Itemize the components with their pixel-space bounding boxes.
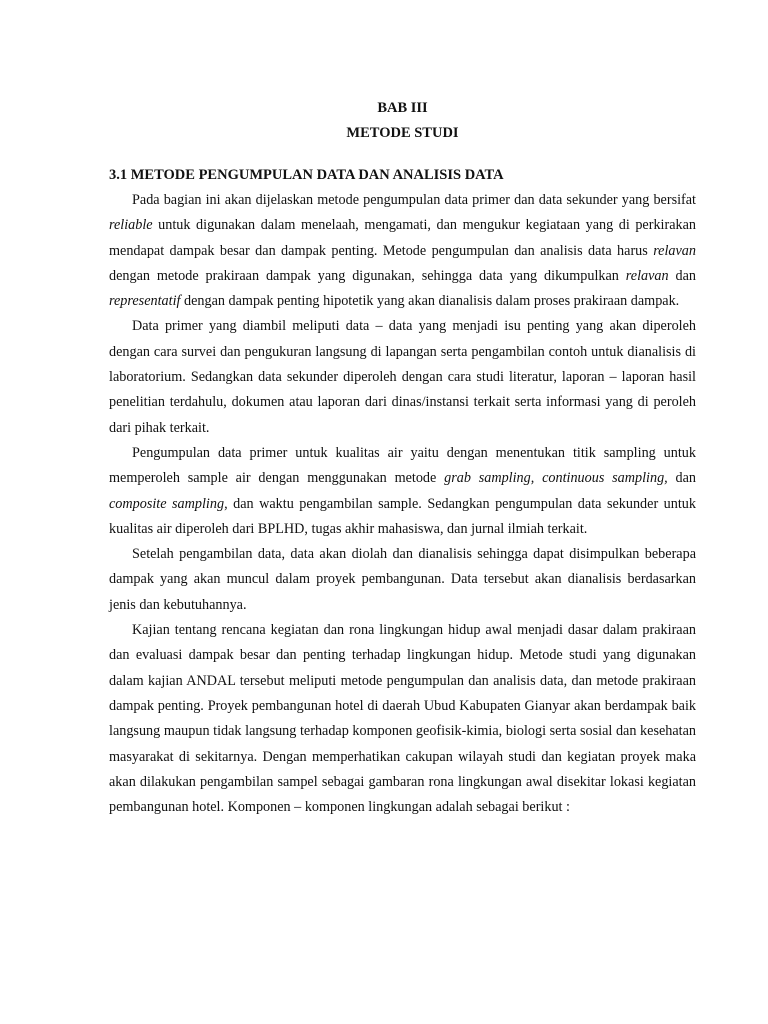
body-text: Setelah pengambilan data, data akan diolah dan dianalisis sehingga dapat disimpulkan beberapa dampak yang akan muncul dalam proyek pembangunan. Data tersebut akan dianalisis berdasarkan jenis dan kebutuhannya. xyxy=(109,546,696,613)
body-text: Pada bagian ini akan dijelaskan metode pengumpulan data primer dan data sekunder yang bersifat xyxy=(132,192,696,208)
body-text: Kajian tentang rencana kegiatan dan rona lingkungan hidup awal menjadi dasar dalam prakiraan dan evaluasi dampak besar dan penting terhadap lingkungan hidup. Metode studi yang digunakan dalam kajian ANDAL tersebut meliputi metode pengumpulan dan analisis data, dan metode prakiraan dampak penting. Proyek pembangunan hotel di daerah Ubud Kabupaten Gianyar akan berdampak baik langsung maupun tidak langsung terhadap komponen geofisik-kimia, biologi serta sosial dan kesehatan masyarakat di sekitarnya. Dengan memperhatikan cakupan wilayah studi dan kegiatan proyek maka akan dilakukan pengambilan sampel sebagai gambaran rona lingkungan awal disekitar lokasi kegiatan pembangunan hotel. Komponen – komponen lingkungan adalah sebagai berikut : xyxy=(109,622,696,816)
body-text: untuk digunakan dalam menelaah, mengamati, dan mengukur kegiataan yang di perkirakan mendapat dampak besar dan dampak penting. Metode pengumpulan dan analisis data harus xyxy=(109,217,696,259)
body-text: dengan dampak penting hipotetik yang akan dianalisis dalam proses prakiraan dampak. xyxy=(180,293,680,310)
body-text: , dan waktu pengambilan sample. Sedangkan pengumpulan data sekunder untuk kualitas air diperoleh dari BPLHD, tugas akhir mahasiswa, dan jurnal ilmiah terkait. xyxy=(109,495,696,537)
paragraph-2 xyxy=(109,314,696,440)
document-page xyxy=(109,96,696,820)
italic-text: grab sampling, continuous sampling, xyxy=(444,470,668,487)
section-heading: 3.1 METODE PENGUMPULAN DATA DAN ANALISIS DATA xyxy=(109,167,504,183)
body-text: dan xyxy=(667,470,696,487)
italic-text: representatif xyxy=(109,293,181,310)
italic-text: reliable xyxy=(109,217,153,234)
italic-text: relavan xyxy=(625,267,669,284)
italic-text: relavan xyxy=(653,242,696,259)
body-text: dan xyxy=(668,267,696,284)
body-text: dengan metode prakiraan dampak yang digunakan, sehingga data yang dikumpulkan xyxy=(109,267,626,284)
body-text: Data primer yang diambil meliputi data – data yang menjadi isu penting yang akan diperoleh dengan cara survei dan pengukuran langsung di lapangan serta pengambilan contoh untuk dianalisis di laboratorium. Sedangkan data sekunder diperoleh dengan cara studi literatur, laporan – laporan hasil penelitian terdahulu, dokumen atau laporan dari dinas/instansi terkait serta informasi yang di peroleh dari pihak terkait. xyxy=(109,318,696,436)
paragraph-4 xyxy=(109,542,696,618)
italic-text: composite sampling xyxy=(109,495,225,512)
paragraph-1 xyxy=(109,188,696,314)
body-text: Pengumpulan data primer untuk kualitas air yaitu dengan menentukan titik sampling untuk memperoleh sample air dengan menggunakan metode xyxy=(109,444,696,487)
paragraph-5 xyxy=(109,618,696,820)
chapter-number: BAB III xyxy=(377,100,428,116)
paragraph-3 xyxy=(109,441,696,542)
chapter-title: METODE STUDI xyxy=(346,125,459,141)
